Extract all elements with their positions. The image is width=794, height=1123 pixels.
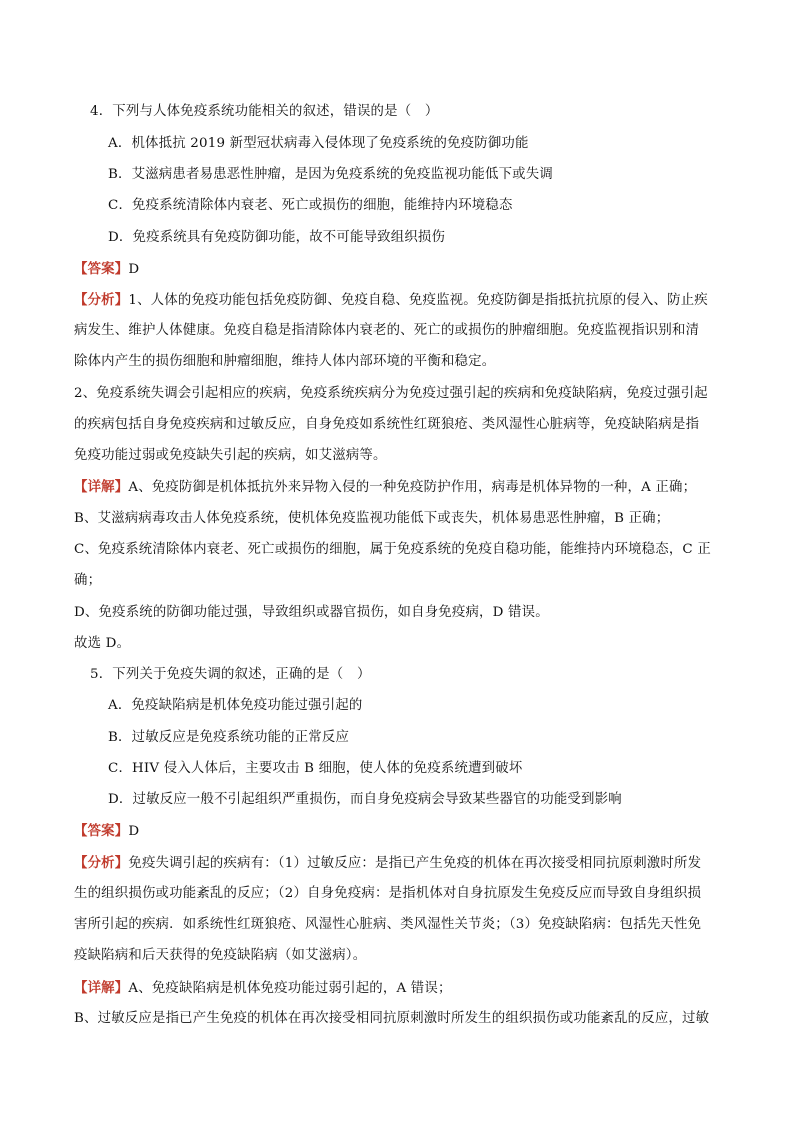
q4-option-a: A．机体抵抗 2019 新型冠状病毒入侵体现了免疫系统的免疫防御功能 (108, 136, 529, 151)
q4-detail-line: 故选 D。 (74, 636, 131, 651)
q5-analysis-line: 害所引起的疾病．如系统性红斑狼疮、风湿性心脏病、类风湿性关节炎；（3）免疫缺陷病：包括先天性免 (74, 917, 702, 932)
analysis-tag: 【分析】 (74, 292, 129, 308)
q4-analysis-line: 病发生、维护人体健康。免疫自稳是指清除体内衰老的、死亡的或损伤的肿瘤细胞。免疫监视指识别和清 (74, 323, 700, 338)
answer-tag: 【答案】 (74, 261, 129, 277)
q5-analysis-line (74, 853, 734, 874)
answer-tag: 【答案】 (74, 823, 129, 839)
q4-detail-line: 确； (74, 573, 102, 588)
detail-tag: 【详解】 (74, 479, 129, 495)
q5-analysis-line: 疫缺陷病和后天获得的免疫缺陷病（如艾滋病）。 (74, 948, 367, 963)
answer-value: D (128, 262, 140, 277)
q5-detail-line (74, 978, 734, 999)
q4-analysis-line: 除体内产生的损伤细胞和肿瘤细胞，维持人体内部环境的平衡和稳定。 (74, 354, 496, 369)
q5-answer (74, 821, 734, 842)
q4-detail-line: C、免疫系统清除体内衰老、死亡或损伤的细胞，属于免疫系统的免疫自稳功能，能维持内环境稳态，C 正 (74, 542, 711, 557)
q4-option-c: C．免疫系统清除体内衰老、死亡或损伤的细胞，能维持内环境稳态 (108, 198, 513, 213)
q4-analysis-line: 2、免疫系统失调会引起相应的疾病，免疫系统疾病分为免疫过强引起的疾病和免疫缺陷病，免疫过强引起 (74, 386, 708, 401)
analysis-tag: 【分析】 (74, 855, 129, 871)
detail-text: A、免疫缺陷病是机体免疫功能过弱引起的，A 错误； (128, 981, 452, 996)
q4-option-d: D．免疫系统具有免疫防御功能，故不可能导致组织损伤 (108, 230, 446, 245)
q5-option-d: D．过敏反应一般不引起组织严重损伤，而自身免疫病会导致某些器官的功能受到影响 (108, 792, 622, 807)
q4-detail-line: B、艾滋病病毒攻击人体免疫系统，使机体免疫监视功能低下或丧失，机体易患恶性肿瘤，B 正确； (74, 511, 670, 526)
q5-option-a: A．免疫缺陷病是机体免疫功能过强引起的 (108, 698, 363, 713)
q5-stem: 5．下列关于免疫失调的叙述，正确的是（ ） (90, 667, 371, 682)
q5-detail-line: B、过敏反应是指已产生免疫的机体在再次接受相同抗原刺激时所发生的组织损伤或功能紊乱的反应，过敏 (74, 1011, 710, 1026)
analysis-text: 1、人体的免疫功能包括免疫防御、免疫自稳、免疫监视。免疫防御是指抵抗抗原的侵入、防止疾 (128, 293, 708, 308)
q4-analysis-line: 的疾病包括自身免疫疾病和过敏反应，自身免疫如系统性红斑狼疮、类风湿性心脏病等，免疫缺陷病是指 (74, 417, 700, 432)
q4-detail-line: D、免疫系统的防御功能过强，导致组织或器官损伤，如自身免疫病，D 错误。 (74, 605, 549, 620)
q5-option-b: B．过敏反应是免疫系统功能的正常反应 (108, 730, 350, 745)
q4-detail-line (74, 477, 734, 498)
q4-analysis-line (74, 290, 734, 311)
q4-analysis-line: 免疫功能过弱或免疫缺失引起的疾病，如艾滋病等。 (74, 448, 387, 463)
q4-option-b: B．艾滋病患者易患恶性肿瘤，是因为免疫系统的免疫监视功能低下或失调 (108, 167, 553, 182)
q5-analysis-line: 生的组织损伤或功能紊乱的反应；（2）自身免疫病：是指机体对自身抗原发生免疫反应而导致自身组织损 (74, 886, 702, 901)
detail-tag: 【详解】 (74, 980, 129, 996)
q4-stem: 4．下列与人体免疫系统功能相关的叙述，错误的是（ ） (90, 104, 439, 119)
detail-text: A、免疫防御是机体抵抗外来异物入侵的一种免疫防护作用，病毒是机体异物的一种，A 正确； (128, 480, 697, 495)
analysis-text: 免疫失调引起的疾病有：（1）过敏反应：是指已产生免疫的机体在再次接受相同抗原刺激时所发 (128, 856, 702, 871)
answer-value: D (128, 824, 140, 839)
q4-answer (74, 259, 734, 280)
q5-option-c: C．HIV 侵入人体后，主要攻击 B 细胞，使人体的免疫系统遭到破坏 (108, 761, 523, 776)
